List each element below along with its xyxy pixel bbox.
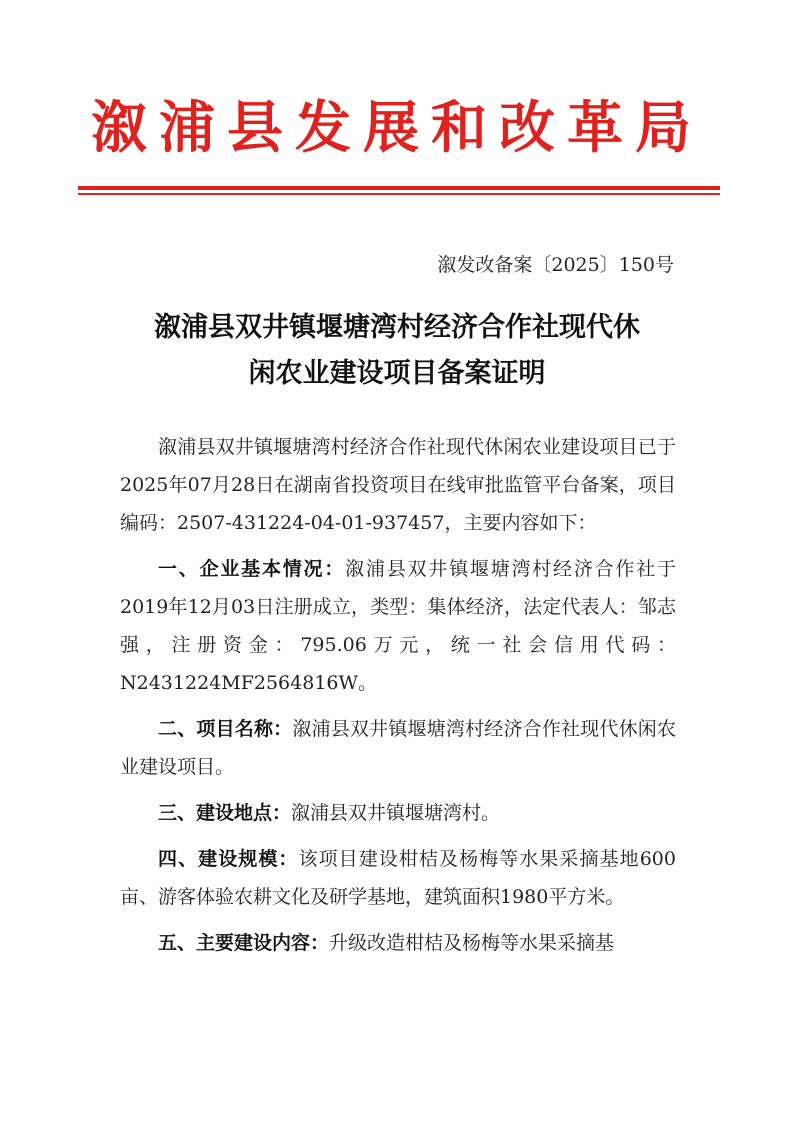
intro-paragraph: 溆浦县双井镇堰塘湾村经济合作社现代休闲农业建设项目已于2025年07月28日在湖南省投资项目在线审批监管平台备案，项目编码：2507-431224-04-01-937457，主要内容如下： bbox=[120, 436, 676, 534]
section-text: 升级改造柑桔及杨梅等水果采摘基 bbox=[329, 932, 615, 954]
section-text: 溆浦县双井镇堰塘湾村经济合作社于2019年12月03日注册成立，类型：集体经济，法定代表人：邹志强，注册资金：795.06万元，统一社会信用代码：N2431224MF2564816W。 bbox=[120, 558, 676, 694]
document-number: 溆发改备案〔2025〕150号 bbox=[437, 254, 674, 276]
document-title bbox=[100, 305, 694, 397]
agency-header-title: 溆浦县发展和改革局 bbox=[91, 95, 703, 161]
document-title-line-2: 闲农业建设项目备案证明 bbox=[248, 358, 546, 389]
section-heading: 五、主要建设内容： bbox=[158, 932, 330, 954]
header-rule-thin bbox=[78, 193, 720, 195]
document-body bbox=[120, 428, 676, 962]
document-title-line-1: 溆浦县双井镇堰塘湾村经济合作社现代休 bbox=[154, 312, 640, 343]
section-project-name bbox=[120, 710, 676, 786]
section-location bbox=[120, 794, 676, 832]
section-text: 该项目建设柑桔及杨梅等水果采摘基地600亩、游客体验农耕文化及研学基地，建筑面积1980平方米。 bbox=[120, 848, 676, 908]
section-text: 溆浦县双井镇堰塘湾村。 bbox=[291, 802, 501, 824]
section-heading: 三、建设地点： bbox=[158, 802, 292, 824]
header-rule-thick bbox=[78, 186, 720, 190]
section-main-content bbox=[120, 924, 676, 962]
section-heading: 四、建设规模： bbox=[158, 848, 299, 870]
section-heading: 二、项目名称： bbox=[158, 718, 293, 740]
section-enterprise-info bbox=[120, 550, 676, 702]
section-scale bbox=[120, 840, 676, 916]
section-heading: 一、企业基本情况： bbox=[158, 558, 346, 580]
section-text: 溆浦县双井镇堰塘湾村经济合作社现代休闲农业建设项目。 bbox=[120, 718, 676, 778]
